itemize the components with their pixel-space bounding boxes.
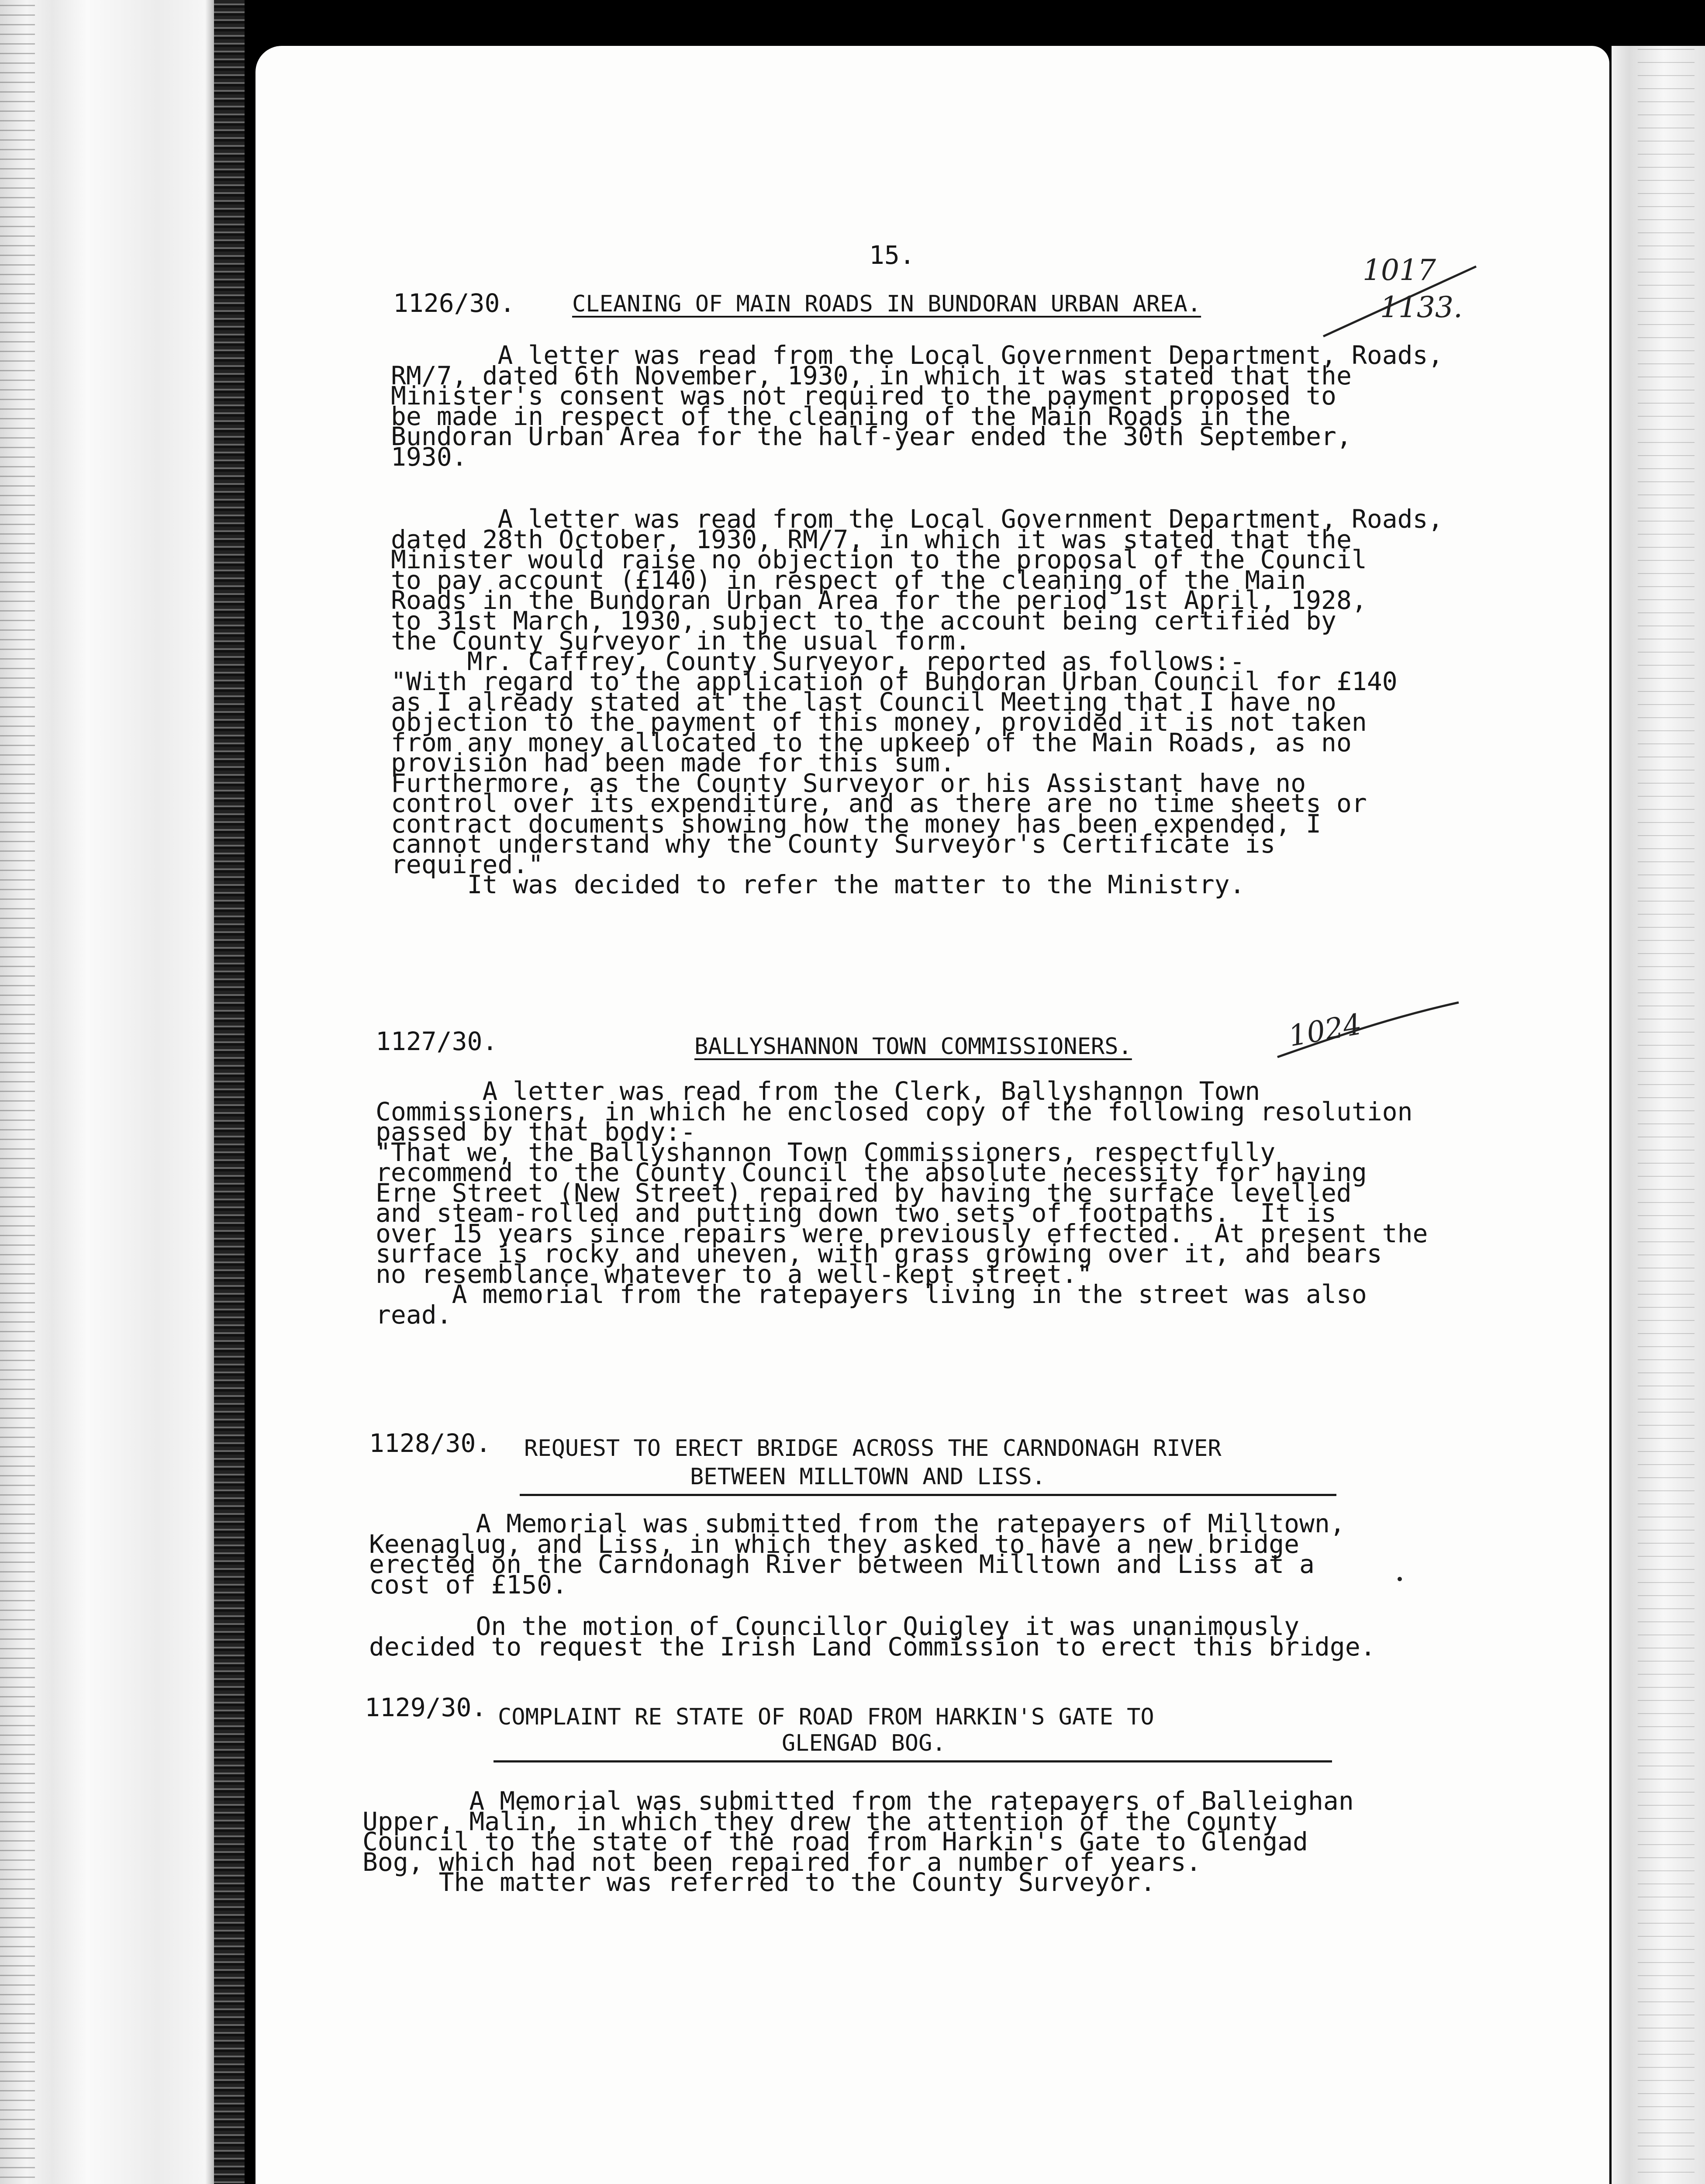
ink-dot xyxy=(1398,1577,1402,1581)
section-heading: REQUEST TO ERECT BRIDGE ACROSS THE CARNDONAGH RIVER xyxy=(524,1435,1222,1462)
paragraph: A letter was read from the Clerk, Ballyshannon Town Commissioners, in which he enclosed copy of the following resolution passed by that body:- "That we, the Ballyshannon Town Commissioners, respectfully recommend to the County Council the absolute necessity for having Erne Street (New Street) repaired by having the surface levelled and steam-rolled and putting down two sets of footpaths. It is over 15 years since repairs were previously effected. At present the surface is rocky and uneven, with grass growing over it, and bears no resemblance whatever to a well-kept street." A memorial from the ratepayers living in the street was also read. xyxy=(376,1076,1428,1330)
handwritten-stroke xyxy=(1319,262,1494,341)
paragraph: On the motion of Councillor Quigley it was unanimously decided to request the Irish Land Commission to erect this bridge. xyxy=(369,1611,1376,1662)
section-heading-continued: BETWEEN MILLTOWN AND LISS. xyxy=(690,1464,1046,1490)
section-heading: CLEANING OF MAIN ROADS IN BUNDORAN URBAN AREA. xyxy=(572,291,1201,317)
handwritten-annotation: 1133. xyxy=(1380,290,1463,324)
section-heading: BALLYSHANNON TOWN COMMISSIONERS. xyxy=(694,1033,1132,1060)
handwritten-annotation: 1024 xyxy=(1286,1007,1364,1053)
paragraph: A letter was read from the Local Government Department, Roads, RM/7, dated 6th November, 1930, in which it was stated that the Minister's consent was not required to the payment proposed to be made in respect of the cleaning of the Main Roads in the Bundoran Urban Area for the half-year ended the 30th September, 1930. xyxy=(391,340,1443,472)
heading-rule xyxy=(494,1760,1332,1762)
page-number: 15. xyxy=(869,240,915,270)
handwritten-stroke xyxy=(1275,1000,1463,1061)
left-margin-strip xyxy=(0,0,245,2184)
right-margin-strip xyxy=(1612,46,1705,2184)
minute-number: 1129/30. xyxy=(365,1693,487,1722)
paragraph: A letter was read from the Local Government Department, Roads, dated 28th October, 1930, RM/7, in which it was stated that the Minister would raise no objection to the proposal of the Council to pay account (£140) in respect of the cleaning of the Main Roads in the Bundoran Urban Area for the period 1st April, 1928, to 31st March, 1930, subject to the account being certified by the County Surveyor in the usual form. Mr. Caffrey, County Surveyor, reported as follows:- "With regard to the application of Bundoran Urban Council for £140 as I already stated at the last Council Meeting that I have no objection to the payment of this money, provided it is not taken from any money allocated to the upkeep of the Main Roads, as no provision had been made for this sum. Furthermore, as the County Surveyor or his Assistant have no control over its expenditure, and as there are no time sheets or contract documents showing how the money has been expended, I cannot understand why the County Surveyor's Certificate is required." It was decided to refer the matter to the Ministry. xyxy=(391,504,1443,899)
heading-rule xyxy=(520,1494,1336,1496)
binding-edge xyxy=(214,0,245,2184)
paragraph: A Memorial was submitted from the ratepayers of Balleighan Upper, Malin, in which they drew the attention of the County Council to the state of the road from Harkin's Gate to Glengad Bog, which had not been repaired for a number of years. The matter was referred to the County Surveyor. xyxy=(362,1786,1354,1897)
section-heading-continued: GLENGAD BOG. xyxy=(782,1730,946,1756)
handwritten-annotation: 1017 xyxy=(1363,253,1436,287)
minute-number: 1126/30. xyxy=(393,288,515,318)
minute-number: 1128/30. xyxy=(369,1428,491,1458)
section-heading: COMPLAINT RE STATE OF ROAD FROM HARKIN'S GATE TO xyxy=(498,1704,1154,1730)
paragraph: A Memorial was submitted from the ratepayers of Milltown, Keenaglug, and Liss, in which they asked to have a new bridge erected on the Carndonagh River between Milltown and Liss at a cost of £150. xyxy=(369,1509,1345,1600)
strip-texture xyxy=(0,0,35,2184)
right-strip-texture xyxy=(1638,46,1695,2184)
minute-number: 1127/30. xyxy=(376,1026,498,1056)
